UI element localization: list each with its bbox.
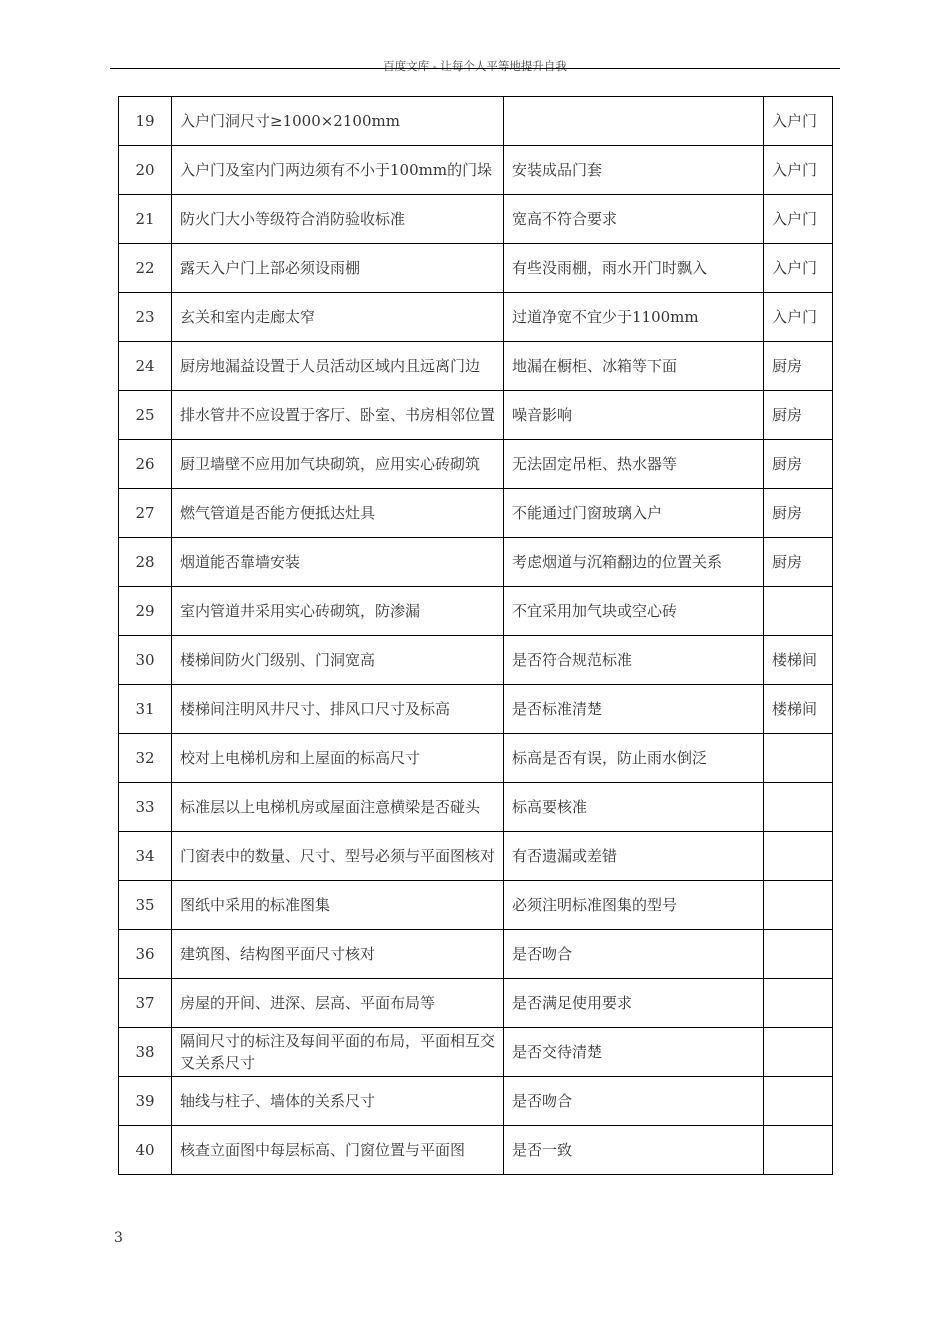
table-row bbox=[119, 146, 833, 195]
table-row bbox=[119, 587, 833, 636]
item-category bbox=[764, 1126, 833, 1175]
table-row bbox=[119, 1077, 833, 1126]
item-description: 排水管井不应设置于客厅、卧室、书房相邻位置 bbox=[172, 391, 504, 440]
item-note: 地漏在橱柜、冰箱等下面 bbox=[504, 342, 764, 391]
item-note: 必须注明标准图集的型号 bbox=[504, 881, 764, 930]
row-number: 37 bbox=[119, 979, 172, 1028]
table-row bbox=[119, 734, 833, 783]
item-category: 入户门 bbox=[764, 97, 833, 146]
item-category bbox=[764, 881, 833, 930]
row-number: 25 bbox=[119, 391, 172, 440]
item-note: 有些没雨棚，雨水开门时飘入 bbox=[504, 244, 764, 293]
item-note: 噪音影响 bbox=[504, 391, 764, 440]
item-note bbox=[504, 97, 764, 146]
row-number: 20 bbox=[119, 146, 172, 195]
item-note: 是否交待清楚 bbox=[504, 1028, 764, 1077]
checklist-table bbox=[118, 96, 833, 1175]
item-category bbox=[764, 734, 833, 783]
item-note: 标高要核准 bbox=[504, 783, 764, 832]
item-note: 安装成品门套 bbox=[504, 146, 764, 195]
item-category: 入户门 bbox=[764, 293, 833, 342]
item-note: 是否吻合 bbox=[504, 930, 764, 979]
row-number: 32 bbox=[119, 734, 172, 783]
table-row bbox=[119, 391, 833, 440]
item-category: 厨房 bbox=[764, 489, 833, 538]
item-category: 入户门 bbox=[764, 195, 833, 244]
row-number: 36 bbox=[119, 930, 172, 979]
row-number: 21 bbox=[119, 195, 172, 244]
table-row bbox=[119, 636, 833, 685]
item-description: 标准层以上电梯机房或屋面注意横梁是否碰头 bbox=[172, 783, 504, 832]
item-note: 不能通过门窗玻璃入户 bbox=[504, 489, 764, 538]
item-description: 楼梯间注明风井尺寸、排风口尺寸及标高 bbox=[172, 685, 504, 734]
row-number: 31 bbox=[119, 685, 172, 734]
item-note: 有否遗漏或差错 bbox=[504, 832, 764, 881]
table-row bbox=[119, 832, 833, 881]
row-number: 24 bbox=[119, 342, 172, 391]
table-row bbox=[119, 342, 833, 391]
item-description: 入户门洞尺寸≥1000×2100mm bbox=[172, 97, 504, 146]
item-category bbox=[764, 1077, 833, 1126]
item-description: 厨房地漏益设置于人员活动区域内且远离门边 bbox=[172, 342, 504, 391]
item-note: 是否一致 bbox=[504, 1126, 764, 1175]
item-note: 考虑烟道与沉箱翻边的位置关系 bbox=[504, 538, 764, 587]
row-number: 28 bbox=[119, 538, 172, 587]
row-number: 26 bbox=[119, 440, 172, 489]
item-description: 门窗表中的数量、尺寸、型号必须与平面图核对 bbox=[172, 832, 504, 881]
item-description: 隔间尺寸的标注及每间平面的布局，平面相互交叉关系尺寸 bbox=[172, 1028, 504, 1077]
item-note: 无法固定吊柜、热水器等 bbox=[504, 440, 764, 489]
item-category: 楼梯间 bbox=[764, 685, 833, 734]
item-note: 标高是否有误，防止雨水倒泛 bbox=[504, 734, 764, 783]
item-description: 楼梯间防火门级别、门洞宽高 bbox=[172, 636, 504, 685]
row-number: 40 bbox=[119, 1126, 172, 1175]
page-header: 百度文库 - 让每个人平等地提升自我 bbox=[383, 59, 567, 73]
row-number: 29 bbox=[119, 587, 172, 636]
item-description: 玄关和室内走廊太窄 bbox=[172, 293, 504, 342]
table-row bbox=[119, 1126, 833, 1175]
item-description: 防火门大小等级符合消防验收标准 bbox=[172, 195, 504, 244]
item-note: 是否满足使用要求 bbox=[504, 979, 764, 1028]
table-row bbox=[119, 97, 833, 146]
row-number: 19 bbox=[119, 97, 172, 146]
table-row bbox=[119, 244, 833, 293]
item-description: 室内管道井采用实心砖砌筑，防渗漏 bbox=[172, 587, 504, 636]
item-category bbox=[764, 930, 833, 979]
table-row bbox=[119, 440, 833, 489]
table-row bbox=[119, 538, 833, 587]
item-category bbox=[764, 979, 833, 1028]
item-note: 过道净宽不宜少于1100mm bbox=[504, 293, 764, 342]
row-number: 22 bbox=[119, 244, 172, 293]
item-category: 厨房 bbox=[764, 391, 833, 440]
item-description: 图纸中采用的标准图集 bbox=[172, 881, 504, 930]
table-row bbox=[119, 685, 833, 734]
row-number: 30 bbox=[119, 636, 172, 685]
item-description: 露天入户门上部必须设雨棚 bbox=[172, 244, 504, 293]
header-rule bbox=[110, 68, 840, 69]
table-row bbox=[119, 930, 833, 979]
page-number: 3 bbox=[114, 1230, 123, 1246]
item-note: 是否符合规范标准 bbox=[504, 636, 764, 685]
row-number: 39 bbox=[119, 1077, 172, 1126]
item-category bbox=[764, 832, 833, 881]
item-description: 烟道能否靠墙安装 bbox=[172, 538, 504, 587]
item-description: 建筑图、结构图平面尺寸核对 bbox=[172, 930, 504, 979]
item-category: 厨房 bbox=[764, 538, 833, 587]
item-category: 入户门 bbox=[764, 146, 833, 195]
table-row bbox=[119, 195, 833, 244]
table-row bbox=[119, 881, 833, 930]
row-number: 38 bbox=[119, 1028, 172, 1077]
row-number: 33 bbox=[119, 783, 172, 832]
item-category: 入户门 bbox=[764, 244, 833, 293]
row-number: 35 bbox=[119, 881, 172, 930]
checklist-body bbox=[119, 97, 833, 1175]
item-note: 不宜采用加气块或空心砖 bbox=[504, 587, 764, 636]
item-category: 楼梯间 bbox=[764, 636, 833, 685]
item-category bbox=[764, 587, 833, 636]
item-description: 校对上电梯机房和上屋面的标高尺寸 bbox=[172, 734, 504, 783]
table-row bbox=[119, 783, 833, 832]
table-row bbox=[119, 489, 833, 538]
item-note: 是否标准清楚 bbox=[504, 685, 764, 734]
item-description: 轴线与柱子、墙体的关系尺寸 bbox=[172, 1077, 504, 1126]
item-description: 入户门及室内门两边须有不小于100mm的门垛 bbox=[172, 146, 504, 195]
item-note: 是否吻合 bbox=[504, 1077, 764, 1126]
table-row bbox=[119, 1028, 833, 1077]
table-row bbox=[119, 293, 833, 342]
row-number: 27 bbox=[119, 489, 172, 538]
row-number: 34 bbox=[119, 832, 172, 881]
table-row bbox=[119, 979, 833, 1028]
item-description: 房屋的开间、进深、层高、平面布局等 bbox=[172, 979, 504, 1028]
item-category bbox=[764, 783, 833, 832]
item-category bbox=[764, 1028, 833, 1077]
row-number: 23 bbox=[119, 293, 172, 342]
item-description: 厨卫墙壁不应用加气块砌筑，应用实心砖砌筑 bbox=[172, 440, 504, 489]
item-note: 宽高不符合要求 bbox=[504, 195, 764, 244]
item-description: 燃气管道是否能方便抵达灶具 bbox=[172, 489, 504, 538]
item-category: 厨房 bbox=[764, 440, 833, 489]
item-description: 核查立面图中每层标高、门窗位置与平面图 bbox=[172, 1126, 504, 1175]
item-category: 厨房 bbox=[764, 342, 833, 391]
